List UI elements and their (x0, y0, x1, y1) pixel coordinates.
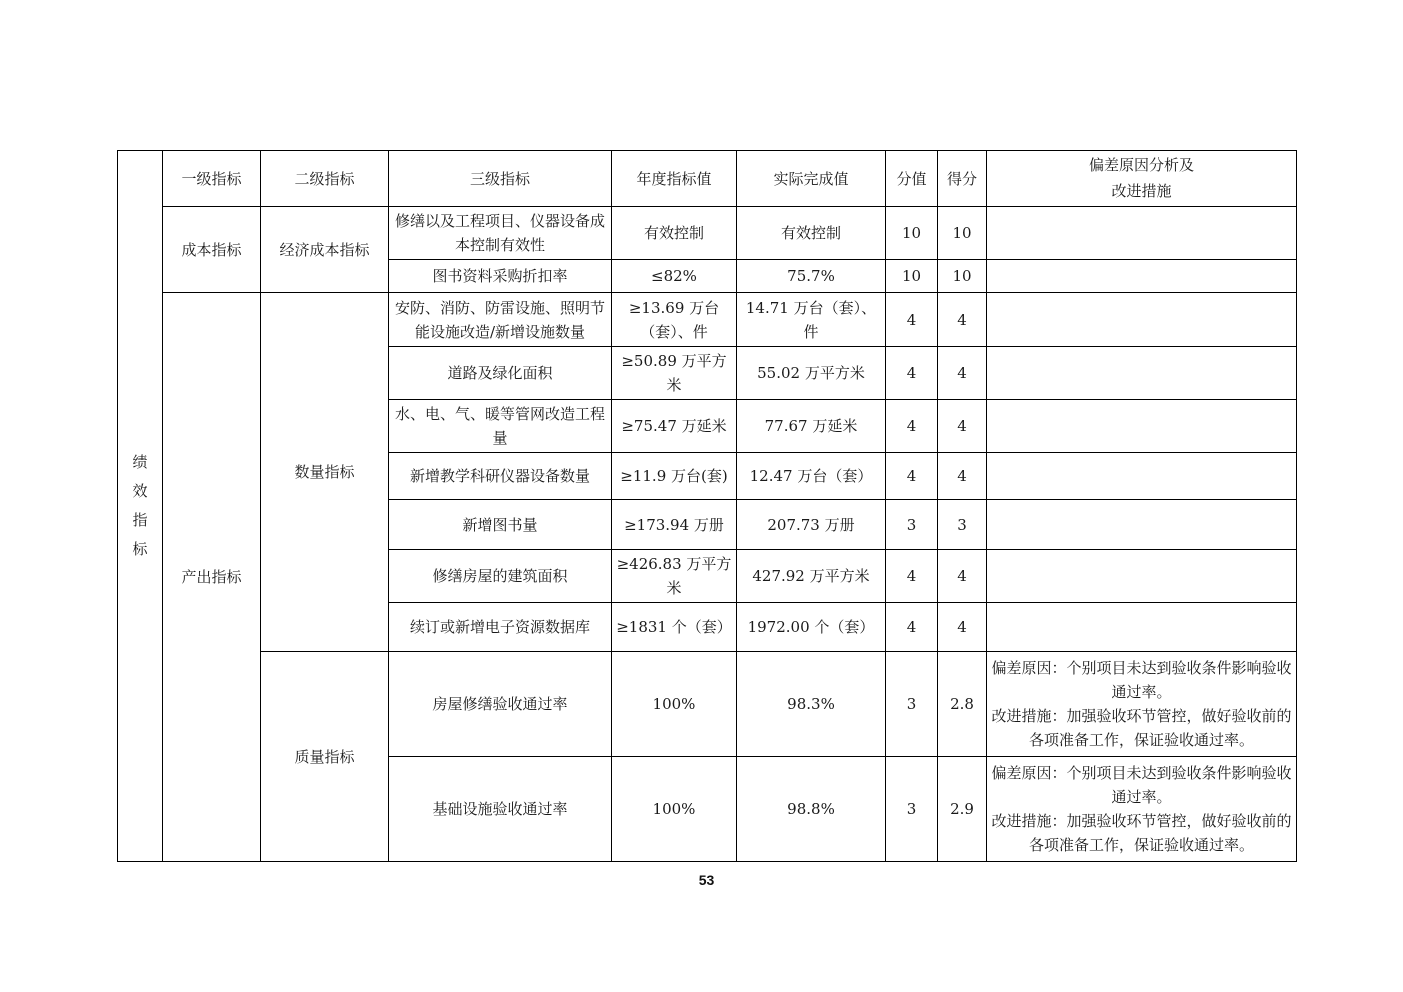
header-deviation-line2: 改进措施 (1111, 181, 1172, 200)
cell-level3: 修缮以及工程项目、仪器设备成本控制有效性 (389, 207, 612, 260)
cell-points: 10 (938, 207, 987, 260)
cell-level2-quantity: 数量指标 (261, 293, 389, 652)
deviation-reason: 偏差原因：个别项目未达到验收条件影响验收通过率。 (991, 659, 1292, 701)
cell-deviation (987, 550, 1297, 603)
cell-deviation (987, 603, 1297, 652)
cell-annual: ≥11.9 万台(套) (612, 453, 737, 500)
cell-deviation (987, 260, 1297, 293)
cell-deviation (987, 652, 1297, 757)
cell-points: 2.8 (938, 652, 987, 757)
cell-score: 10 (886, 207, 938, 260)
cell-points: 10 (938, 260, 987, 293)
cell-score: 3 (886, 652, 938, 757)
cell-score: 4 (886, 603, 938, 652)
cell-deviation (987, 293, 1297, 347)
cell-deviation (987, 400, 1297, 453)
cell-level2-quality: 质量指标 (261, 652, 389, 862)
cell-level2-economic-cost: 经济成本指标 (261, 207, 389, 293)
cell-actual: 98.3% (737, 652, 886, 757)
header-deviation-line1: 偏差原因分析及 (1088, 156, 1194, 174)
table-row (118, 652, 1297, 757)
header-level1: 一级指标 (163, 151, 261, 207)
cell-level3: 图书资料采购折扣率 (389, 260, 612, 293)
cell-level3: 续订或新增电子资源数据库 (389, 603, 612, 652)
cell-level1-cost: 成本指标 (163, 207, 261, 293)
cell-actual: 75.7% (737, 260, 886, 293)
cell-score: 4 (886, 347, 938, 400)
cell-annual: 有效控制 (612, 207, 737, 260)
cell-actual: 12.47 万台（套） (737, 453, 886, 500)
header-points: 得分 (938, 151, 987, 207)
cell-annual: ≥173.94 万册 (612, 500, 737, 550)
cell-points: 4 (938, 550, 987, 603)
cell-level1-output: 产出指标 (163, 293, 261, 862)
cell-annual: ≥13.69 万台（套）、件 (612, 293, 737, 347)
cell-points: 2.9 (938, 757, 987, 862)
deviation-reason: 偏差原因：个别项目未达到验收条件影响验收通过率。 (991, 764, 1292, 806)
deviation-measure: 改进措施：加强验收环节管控，做好验收前的各项准备工作，保证验收通过率。 (991, 707, 1292, 749)
cell-annual: ≥50.89 万平方米 (612, 347, 737, 400)
header-annual-value: 年度指标值 (612, 151, 737, 207)
cell-deviation (987, 500, 1297, 550)
cell-points: 3 (938, 500, 987, 550)
header-level3: 三级指标 (389, 151, 612, 207)
table-row (118, 293, 1297, 347)
deviation-measure: 改进措施：加强验收环节管控，做好验收前的各项准备工作，保证验收通过率。 (991, 812, 1292, 854)
cell-annual: ≥75.47 万延米 (612, 400, 737, 453)
cell-level3: 修缮房屋的建筑面积 (389, 550, 612, 603)
cell-score: 4 (886, 550, 938, 603)
cell-score: 4 (886, 400, 938, 453)
cell-score: 4 (886, 293, 938, 347)
cell-level3: 道路及绿化面积 (389, 347, 612, 400)
cell-annual: ≤82% (612, 260, 737, 293)
cell-level3: 水、电、气、暖等管网改造工程量 (389, 400, 612, 453)
cell-actual: 427.92 万平方米 (737, 550, 886, 603)
cell-points: 4 (938, 293, 987, 347)
cell-deviation (987, 757, 1297, 862)
cell-score: 10 (886, 260, 938, 293)
header-actual-value: 实际完成值 (737, 151, 886, 207)
header-row (118, 151, 1297, 207)
cell-actual: 有效控制 (737, 207, 886, 260)
cell-side-label (118, 151, 163, 862)
side-label-performance-indicators: 绩效指标 (132, 452, 148, 559)
cell-annual: ≥426.83 万平方米 (612, 550, 737, 603)
cell-actual: 1972.00 个（套） (737, 603, 886, 652)
cell-level3: 新增教学科研仪器设备数量 (389, 453, 612, 500)
cell-score: 4 (886, 453, 938, 500)
table-row (118, 207, 1297, 260)
cell-actual: 207.73 万册 (737, 500, 886, 550)
page-number: 53 (698, 872, 715, 888)
cell-score: 3 (886, 500, 938, 550)
cell-level3: 基础设施验收通过率 (389, 757, 612, 862)
cell-level3: 新增图书量 (389, 500, 612, 550)
cell-deviation (987, 453, 1297, 500)
cell-points: 4 (938, 347, 987, 400)
cell-annual: ≥1831 个（套） (612, 603, 737, 652)
header-deviation (987, 151, 1297, 207)
cell-points: 4 (938, 400, 987, 453)
cell-actual: 14.71 万台（套）、件 (737, 293, 886, 347)
cell-level3: 房屋修缮验收通过率 (389, 652, 612, 757)
cell-actual: 98.8% (737, 757, 886, 862)
cell-points: 4 (938, 603, 987, 652)
cell-points: 4 (938, 453, 987, 500)
cell-deviation (987, 207, 1297, 260)
cell-actual: 55.02 万平方米 (737, 347, 886, 400)
cell-level3: 安防、消防、防雷设施、照明节能设施改造/新增设施数量 (389, 293, 612, 347)
cell-annual: 100% (612, 652, 737, 757)
cell-actual: 77.67 万延米 (737, 400, 886, 453)
cell-score: 3 (886, 757, 938, 862)
cell-annual: 100% (612, 757, 737, 862)
cell-deviation (987, 347, 1297, 400)
performance-indicator-table (117, 150, 1297, 862)
header-level2: 二级指标 (261, 151, 389, 207)
header-score: 分值 (886, 151, 938, 207)
